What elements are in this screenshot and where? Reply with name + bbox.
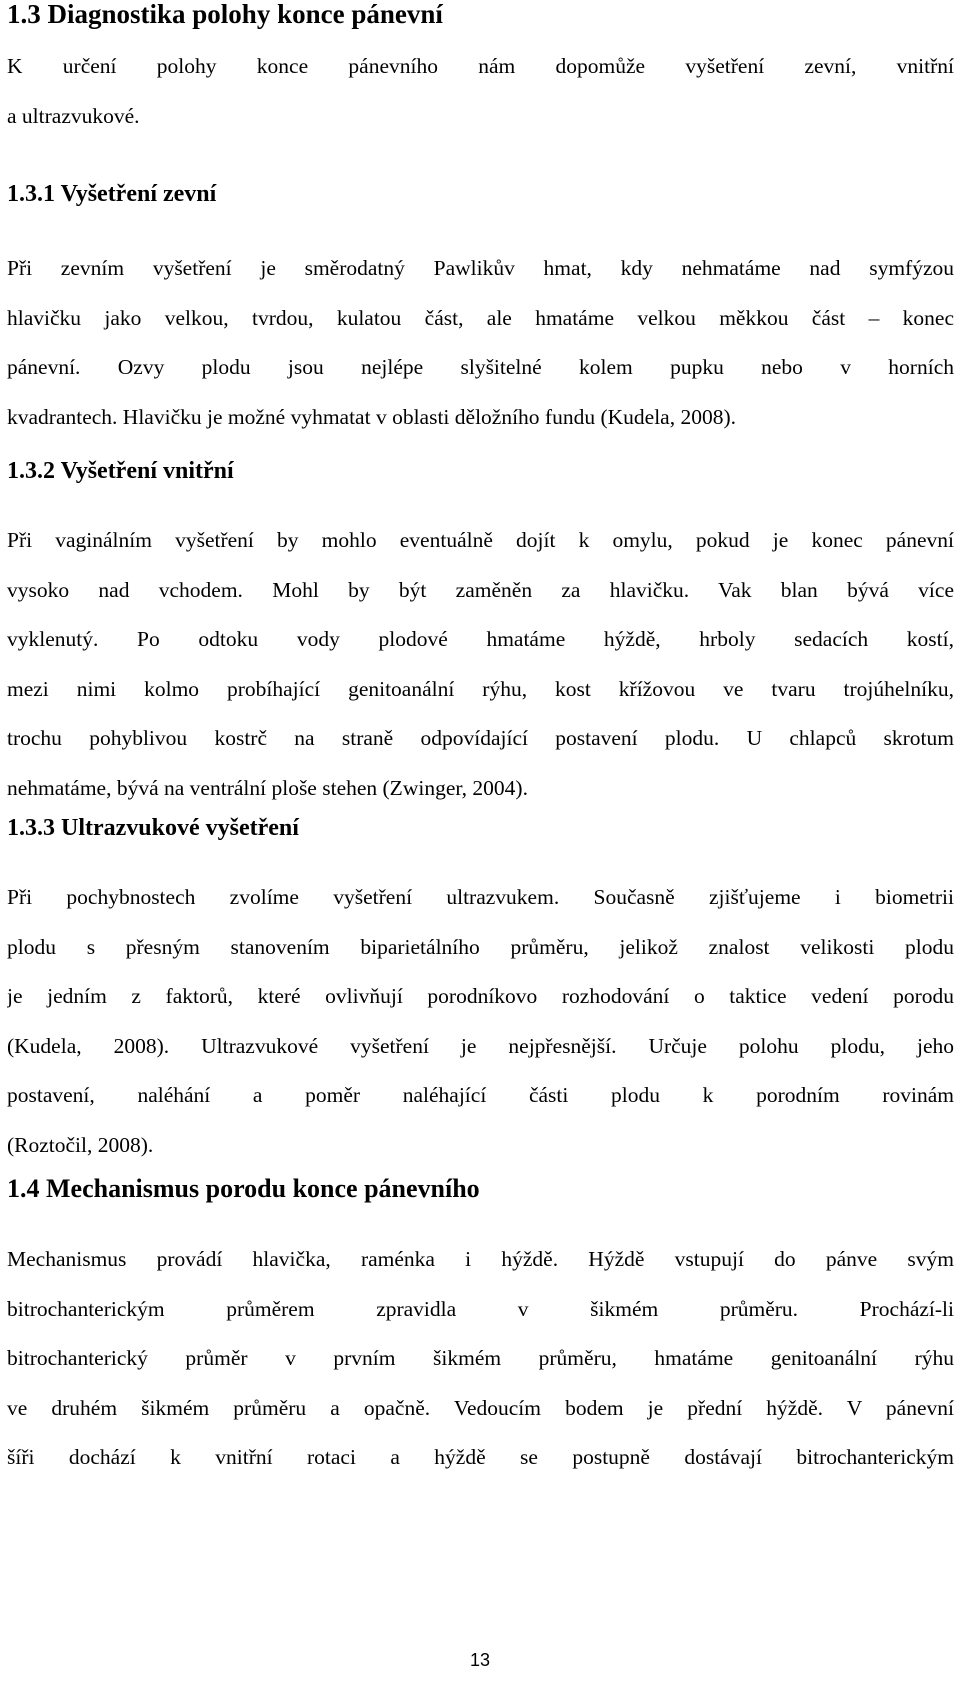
paragraph-line: (Kudela, 2008). Ultrazvukové vyšetření je nejpřesnější. Určuje polohu plodu, jeho [7, 1033, 954, 1058]
paragraph-line: šíři dochází k vnitřní rotaci a hýždě se postupně dostávají bitrochanterickým [7, 1445, 954, 1469]
paragraph-1-4 [7, 1235, 954, 1483]
paragraph-1-3-3 [7, 873, 954, 1170]
paragraph-line: K určení polohy konce pánevního nám dopomůže vyšetření zevní, vnitřní [7, 54, 954, 78]
paragraph-1-3-2 [7, 516, 954, 813]
paragraph-line: bitrochanterický průměr v prvním šikmém průměru, hmatáme genitoanální rýhu [7, 1346, 954, 1370]
paragraph-line: vyklenutý. Po odtoku vody plodové hmatáme hýždě, hrboly sedacích kostí, [7, 627, 954, 651]
paragraph-line: ve druhém šikmém průměru a opačně. Vedoucím bodem je přední hýždě. V pánevní [7, 1395, 954, 1420]
paragraph-line: trochu pohyblivou kostrč na straně odpovídající postavení plodu. U chlapců skrotum [7, 726, 954, 750]
section-heading-1-3-1: 1.3.1 Vyšetření zevní [7, 181, 217, 207]
section-heading-1-3-3: 1.3.3 Ultrazvukové vyšetření [7, 815, 299, 841]
section-heading-1-4: 1.4 Mechanismus porodu konce pánevního [7, 1174, 480, 1203]
paragraph-1-3-intro [7, 42, 954, 141]
paragraph-line: Mechanismus provádí hlavička, raménka i hýždě. Hýždě vstupují do pánve svým [7, 1247, 954, 1271]
paragraph-line: kvadrantech. Hlavičku je možné vyhmatat v oblasti děložního fundu (Kudela, 2008). [7, 404, 736, 429]
paragraph-line: nehmatáme, bývá na ventrální ploše stehen (Zwinger, 2004). [7, 775, 528, 800]
paragraph-line: pánevní. Ozvy plodu jsou nejlépe slyšitelné kolem pupku nebo v horních [7, 355, 954, 379]
paragraph-line: je jedním z faktorů, které ovlivňují porodníkovo rozhodování o taktice vedení porodu [7, 984, 954, 1008]
paragraph-line: mezi nimi kolmo probíhající genitoanální rýhu, kost křížovou ve tvaru trojúhelníku, [7, 676, 954, 701]
paragraph-line: hlavičku jako velkou, tvrdou, kulatou část, ale hmatáme velkou měkkou část – konec [7, 305, 954, 330]
paragraph-line: Při pochybnostech zvolíme vyšetření ultrazvukem. Současně zjišťujeme i biometrii [7, 885, 954, 909]
paragraph-1-3-1 [7, 244, 954, 442]
paragraph-line: plodu s přesným stanovením biparietálního průměru, jelikož znalost velikosti plodu [7, 934, 954, 959]
page-number: 13 [469, 1650, 491, 1670]
paragraph-line: Při vaginálním vyšetření by mohlo eventuálně dojít k omylu, pokud je konec pánevní [7, 528, 954, 552]
section-heading-1-3-2: 1.3.2 Vyšetření vnitřní [7, 458, 234, 484]
paragraph-line: a ultrazvukové. [7, 103, 140, 128]
paragraph-line: (Roztočil, 2008). [7, 1132, 154, 1157]
paragraph-line: Při zevním vyšetření je směrodatný Pawlikův hmat, kdy nehmatáme nad symfýzou [7, 256, 954, 280]
paragraph-line: postavení, naléhání a poměr naléhající části plodu k porodním rovinám [7, 1083, 954, 1107]
paragraph-line: vysoko nad vchodem. Mohl by být zaměněn za hlavičku. Vak blan bývá více [7, 577, 954, 602]
section-heading-1-3: 1.3 Diagnostika polohy konce pánevní [7, 0, 443, 29]
paragraph-line: bitrochanterickým průměrem zpravidla v šikmém průměru. Prochází-li [7, 1296, 954, 1321]
